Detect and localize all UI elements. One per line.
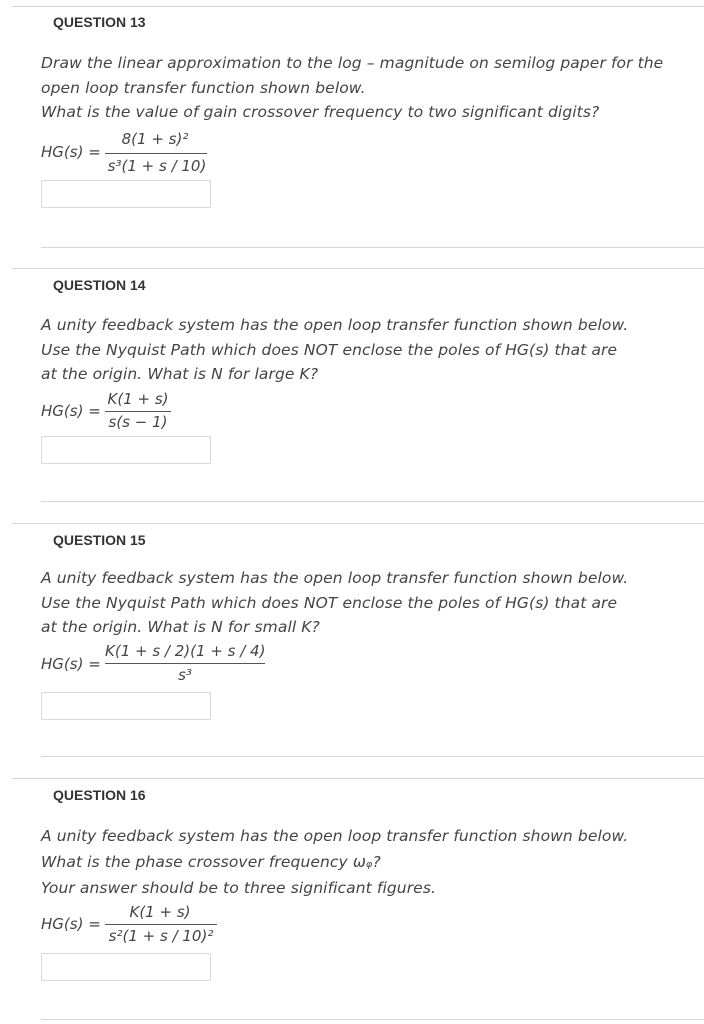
fraction-bar — [105, 411, 171, 412]
question-text — [41, 566, 691, 640]
answer-input[interactable] — [41, 436, 211, 464]
equation-numerator: K(1 + s) — [129, 903, 191, 921]
equation-lhs: HG(s) = — [41, 655, 101, 673]
transfer-function-equation — [41, 390, 241, 438]
equation-denominator: s(s − 1) — [108, 413, 168, 431]
question-13 — [12, 6, 704, 268]
question-line: at the origin. What is N for large K? — [41, 365, 319, 383]
divider — [12, 268, 704, 269]
divider — [12, 778, 704, 779]
fraction-bar — [105, 924, 217, 925]
equation-numerator: K(1 + s / 2)(1 + s / 4) — [105, 642, 266, 660]
question-title: QUESTION 15 — [53, 532, 146, 548]
question-text — [41, 823, 691, 901]
transfer-function-equation — [41, 903, 241, 953]
question-15 — [12, 523, 704, 779]
question-text — [41, 313, 691, 387]
fraction-bar — [105, 153, 207, 154]
answer-input[interactable] — [41, 692, 211, 720]
equation-numerator: 8(1 + s)² — [121, 130, 189, 148]
question-line: A unity feedback system has the open loop transfer function shown below. — [41, 316, 629, 334]
question-line: Your answer should be to three significant figures. — [41, 879, 437, 897]
question-14 — [12, 268, 704, 524]
answer-input[interactable] — [41, 953, 211, 981]
equation-numerator: K(1 + s) — [107, 390, 169, 408]
equation-lhs: HG(s) = — [41, 402, 101, 420]
question-line: What is the value of gain crossover frequency to two significant digits? — [41, 103, 600, 121]
question-title: QUESTION 16 — [53, 787, 146, 803]
equation-denominator: s³(1 + s / 10) — [107, 157, 207, 175]
divider — [41, 1019, 704, 1020]
question-line: Draw the linear approximation to the log – magnitude on semilog paper for the — [41, 54, 664, 72]
question-line: Use the Nyquist Path which does NOT enclose the poles of HG(s) that are — [41, 340, 618, 359]
equation-denominator: s³ — [178, 666, 192, 684]
divider — [41, 501, 704, 502]
question-line: at the origin. What is N for small K? — [41, 618, 320, 636]
answer-input[interactable] — [41, 180, 211, 208]
transfer-function-equation — [41, 642, 301, 690]
equation-denominator: s²(1 + s / 10)² — [108, 927, 214, 945]
divider — [12, 6, 704, 7]
question-title: QUESTION 14 — [53, 277, 146, 293]
question-line: What is the phase crossover frequency ωᵩ? — [41, 853, 381, 871]
divider — [41, 247, 704, 248]
divider — [12, 523, 704, 524]
question-line: Use the Nyquist Path which does NOT enclose the poles of HG(s) that are — [41, 593, 618, 612]
question-title: QUESTION 13 — [53, 14, 146, 30]
question-line: A unity feedback system has the open loop transfer function shown below. — [41, 569, 629, 587]
question-text — [41, 51, 691, 125]
divider — [41, 756, 704, 757]
equation-lhs: HG(s) = — [41, 915, 101, 933]
question-line: open loop transfer function shown below. — [41, 78, 366, 97]
question-line: A unity feedback system has the open loop transfer function shown below. — [41, 827, 629, 845]
question-16 — [12, 778, 704, 1024]
equation-lhs: HG(s) = — [41, 143, 101, 161]
fraction-bar — [105, 663, 265, 664]
transfer-function-equation — [41, 130, 241, 182]
